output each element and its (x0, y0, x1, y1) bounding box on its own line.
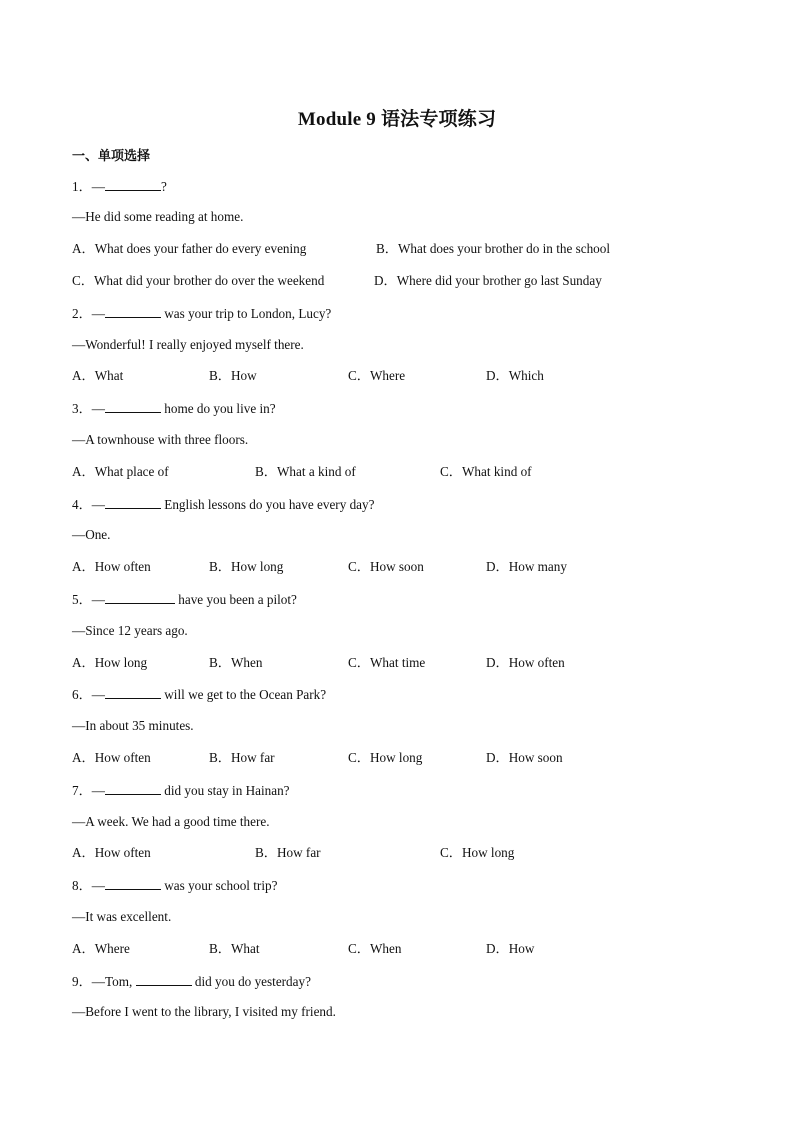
q2-option-a: A．What (72, 368, 124, 383)
answer-blank (105, 177, 161, 191)
question-8: 8．— was your school trip? (72, 878, 278, 893)
question-3: 3．— home do you live in? (72, 401, 276, 416)
question-4-answer: —One. (72, 527, 111, 542)
q6-option-b: B．How far (209, 750, 275, 765)
question-2-answer: —Wonderful! I really enjoyed myself there. (72, 337, 304, 352)
q7-option-b: B．How far (255, 845, 321, 860)
answer-blank (105, 495, 161, 509)
q6-option-c: C．How long (348, 750, 423, 765)
question-1: 1．— ? (72, 179, 167, 194)
q5-option-d: D．How often (486, 655, 565, 670)
question-7-answer: —A week. We had a good time there. (72, 814, 270, 829)
q2-option-b: B．How (209, 368, 257, 383)
question-5: 5．— have you been a pilot? (72, 592, 297, 607)
q5-option-c: C．What time (348, 655, 426, 670)
page-title: Module 9 语法专项练习 (297, 109, 497, 130)
q8-option-c: C．When (348, 941, 402, 956)
answer-blank (105, 590, 175, 604)
q8-option-d: D．How (486, 941, 535, 956)
answer-blank (105, 876, 161, 890)
q4-option-a: A．How often (72, 559, 151, 574)
question-9-answer: —Before I went to the library, I visited my friend. (72, 1004, 336, 1019)
question-1-answer: —He did some reading at home. (72, 209, 244, 224)
question-2: 2．— was your trip to London, Lucy? (72, 306, 332, 321)
question-4: 4．— English lessons do you have every day? (72, 497, 375, 512)
q1-option-c: C．What did your brother do over the weekend (72, 273, 325, 288)
q2-option-d: D．Which (486, 368, 544, 383)
q7-option-a: A．How often (72, 845, 151, 860)
q8-option-b: B．What (209, 941, 260, 956)
q3-option-c: C．What kind of (440, 464, 532, 479)
q6-option-d: D．How soon (486, 750, 563, 765)
answer-blank (105, 781, 161, 795)
q1-option-d: D．Where did your brother go last Sunday (374, 273, 602, 288)
q5-option-a: A．How long (72, 655, 148, 670)
question-6-answer: —In about 35 minutes. (72, 718, 194, 733)
question-3-answer: —A townhouse with three floors. (72, 432, 249, 447)
q3-option-a: A．What place of (72, 464, 169, 479)
q7-option-c: C．How long (440, 845, 515, 860)
q8-option-a: A．Where (72, 941, 130, 956)
question-7: 7．— did you stay in Hainan? (72, 783, 290, 798)
answer-blank (105, 685, 161, 699)
question-6: 6．— will we get to the Ocean Park? (72, 687, 327, 702)
q1-option-b: B．What does your brother do in the school (376, 241, 611, 256)
q1-option-a: A．What does your father do every evening (72, 241, 307, 256)
q4-option-b: B．How long (209, 559, 284, 574)
q5-option-b: B．When (209, 655, 263, 670)
answer-blank (105, 399, 161, 413)
question-8-answer: —It was excellent. (72, 909, 172, 924)
answer-blank (105, 304, 161, 318)
section-heading: 一、单项选择 (72, 149, 151, 164)
q4-option-d: D．How many (486, 559, 567, 574)
q4-option-c: C．How soon (348, 559, 424, 574)
q6-option-a: A．How often (72, 750, 151, 765)
question-9: 9．—Tom, did you do yesterday? (72, 974, 311, 989)
answer-blank (136, 972, 192, 986)
question-5-answer: —Since 12 years ago. (72, 623, 188, 638)
q2-option-c: C．Where (348, 368, 406, 383)
q3-option-b: B．What a kind of (255, 464, 356, 479)
